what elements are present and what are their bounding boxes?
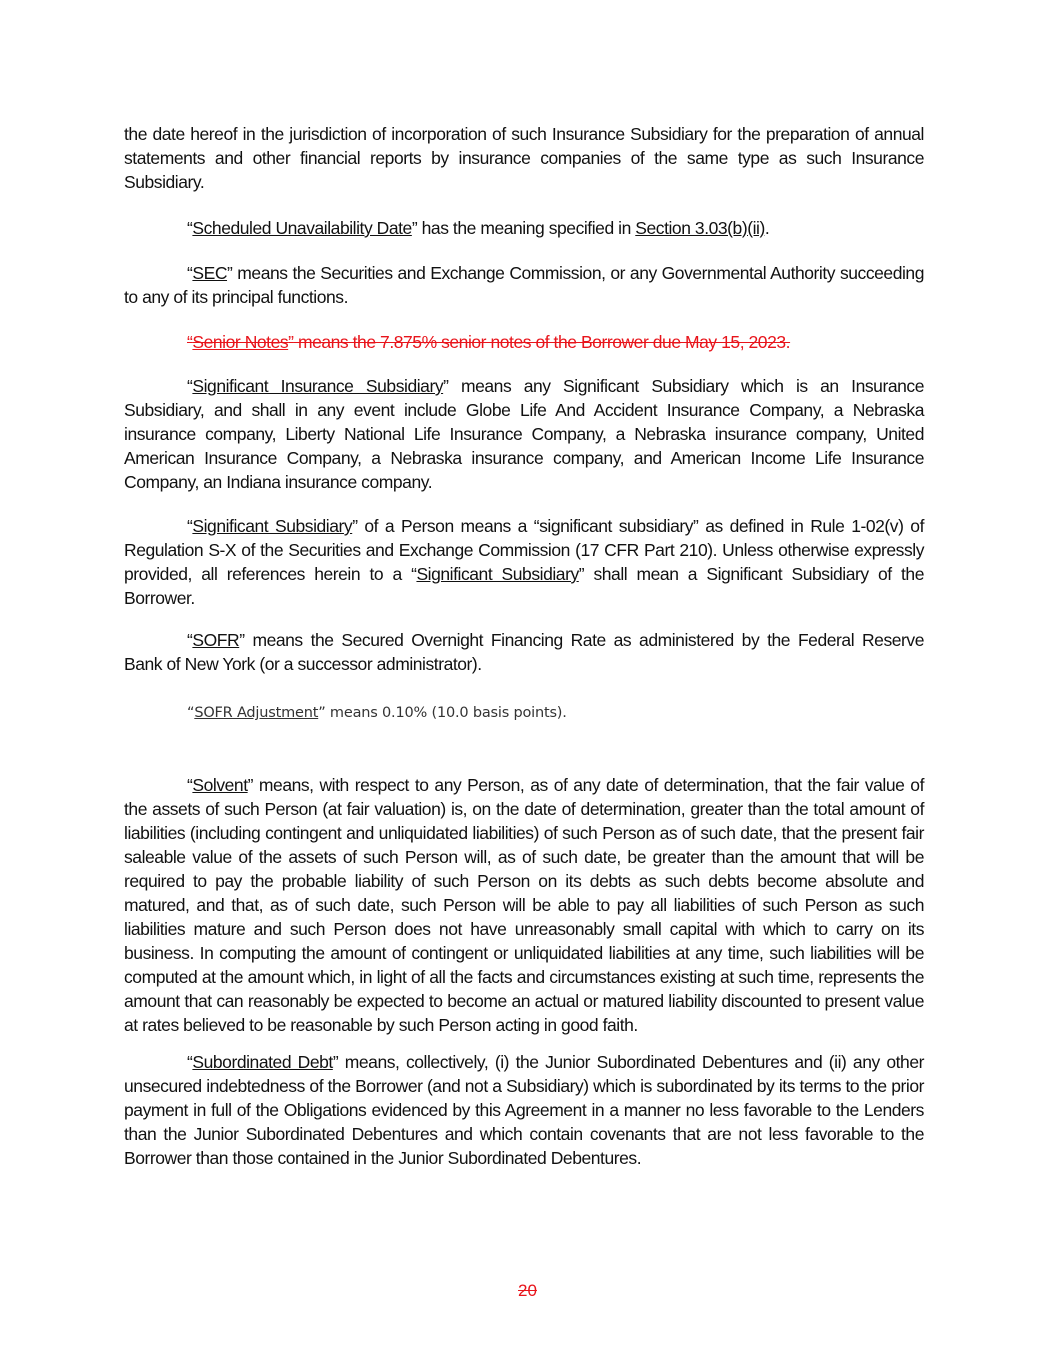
quote: ” [352,516,358,536]
definition-text: . [764,218,770,238]
definition-text: means 0.10% (10.0 basis points). [325,705,567,721]
defined-term: Scheduled Unavailability Date [192,218,412,238]
quote: “ [187,630,193,650]
definition-sofr-adjustment [124,701,924,725]
defined-term: Significant Subsidiary [192,516,353,536]
defined-term: Senior Notes [192,332,289,352]
definition-text: means, collectively, (i) the Junior Subordinated Debentures and (ii) any other unsecured indebtedness of the Borrower (and not a Subsidiary) which is subordinated by its terms to the prior payment in full of the Obligations evidenced by this Agreement in a manner no less favorable to the Lenders than the Junior Subordinated Debentures and which contain covenants that are not less favorable to the Borrower than those contained in the Junior Subordinated Debentures. [124,1052,924,1168]
quote: ” [332,1052,339,1072]
deleted-definition-senior-notes [124,330,924,354]
definition-scheduled-unavailability-date [124,216,924,240]
definition-significant-insurance-subsidiary [124,374,924,494]
quote: ” [288,332,294,352]
quote: “ [187,376,193,396]
quote: “ [187,516,193,536]
quote: ” [239,630,245,650]
defined-term: SOFR Adjustment [194,705,319,721]
definition-text: of a Person means a “significant subsidiary” as defined in Rule 1-02(v) of Regulation S-X of the Securities and Exchange Commission (17 CFR Part 210). Unless otherwise expressly provided, all references herein to a “ [124,516,924,584]
definition-sofr [124,628,924,676]
section-reference: Section 3.03(b)(ii) [635,218,765,238]
defined-term: SEC [192,263,228,283]
defined-term: SOFR [192,630,240,650]
definition-text: has the meaning specified in [417,218,636,238]
definition-text: means the 7.875% senior notes of the Borrower due May 15, 2023. [293,332,791,352]
quote: ” [443,376,449,396]
definition-text: means any Significant Subsidiary which is an Insurance Subsidiary, and shall in any event include Globe Life And Accident Insurance Company, a Nebraska insurance company, Liberty National Life Insurance Company, a Nebraska insurance company, United American Insurance Company, a Nebraska insurance company, and American Income Life Insurance Company, an Indiana insurance company. [124,376,924,492]
definition-text: means the Secured Overnight Financing Rate as administered by the Federal Reserve Bank of New York (or a successor administrator). [124,630,924,674]
quote: “ [187,218,193,238]
quote: “ [187,332,193,352]
definition-text: means the Securities and Exchange Commission, or any Governmental Authority succeeding to any of its principal functions. [124,263,924,307]
quote: ” [247,775,254,795]
quote: ” [411,218,418,238]
quote: ” [318,705,326,721]
quote: “ [187,705,195,721]
quote: “ [187,1052,193,1072]
definition-solvent [124,773,924,1037]
definition-text: ” shall mean a Significant Subsidiary of the Borrower. [124,564,924,608]
term-reference: Significant Subsidiary [416,564,579,584]
paragraph-continuation: the date hereof in the jurisdiction of incorporation of such Insurance Subsidiary for the preparation of annual statements and other financial reports by insurance companies of the same type as such Insurance Subsidiary. [124,124,924,192]
definition-significant-subsidiary [124,514,924,610]
definition-text: means, with respect to any Person, as of any date of determination, that the fair value of the assets of such Person (at fair valuation) is, on the date of determination, greater than the total amount of liabilities (including contingent and unliquidated liabilities) of such Person as of such date, that the present fair saleable value of the assets of such Person will, as of such date, be greater than the amount that will be required to pay the probable liability of such Person on its debts as such debts become absolute and matured, and that, as of such date, such Person will be able to pay all liabilities of such Person as such liabilities mature and such Person does not have unreasonably small capital with which to carry on its business. In computing the amount of contingent or unliquidated liabilities at any time, such liabilities will be computed at the amount which, in light of all the facts and circumstances existing at such time, represents the amount that can reasonably be expected to become an actual or matured liability discounted to present value at rates believed to be reasonable by such Person acting in good faith. [124,775,924,1035]
defined-term: Significant Insurance Subsidiary [192,376,444,396]
definition-sec [124,261,924,309]
defined-term: Subordinated Debt [192,1052,333,1072]
quote: “ [187,263,193,283]
quote: ” [227,263,233,283]
defined-term: Solvent [192,775,248,795]
page-number: 20 [518,1281,537,1300]
quote: “ [187,775,193,795]
definition-subordinated-debt [124,1050,924,1170]
